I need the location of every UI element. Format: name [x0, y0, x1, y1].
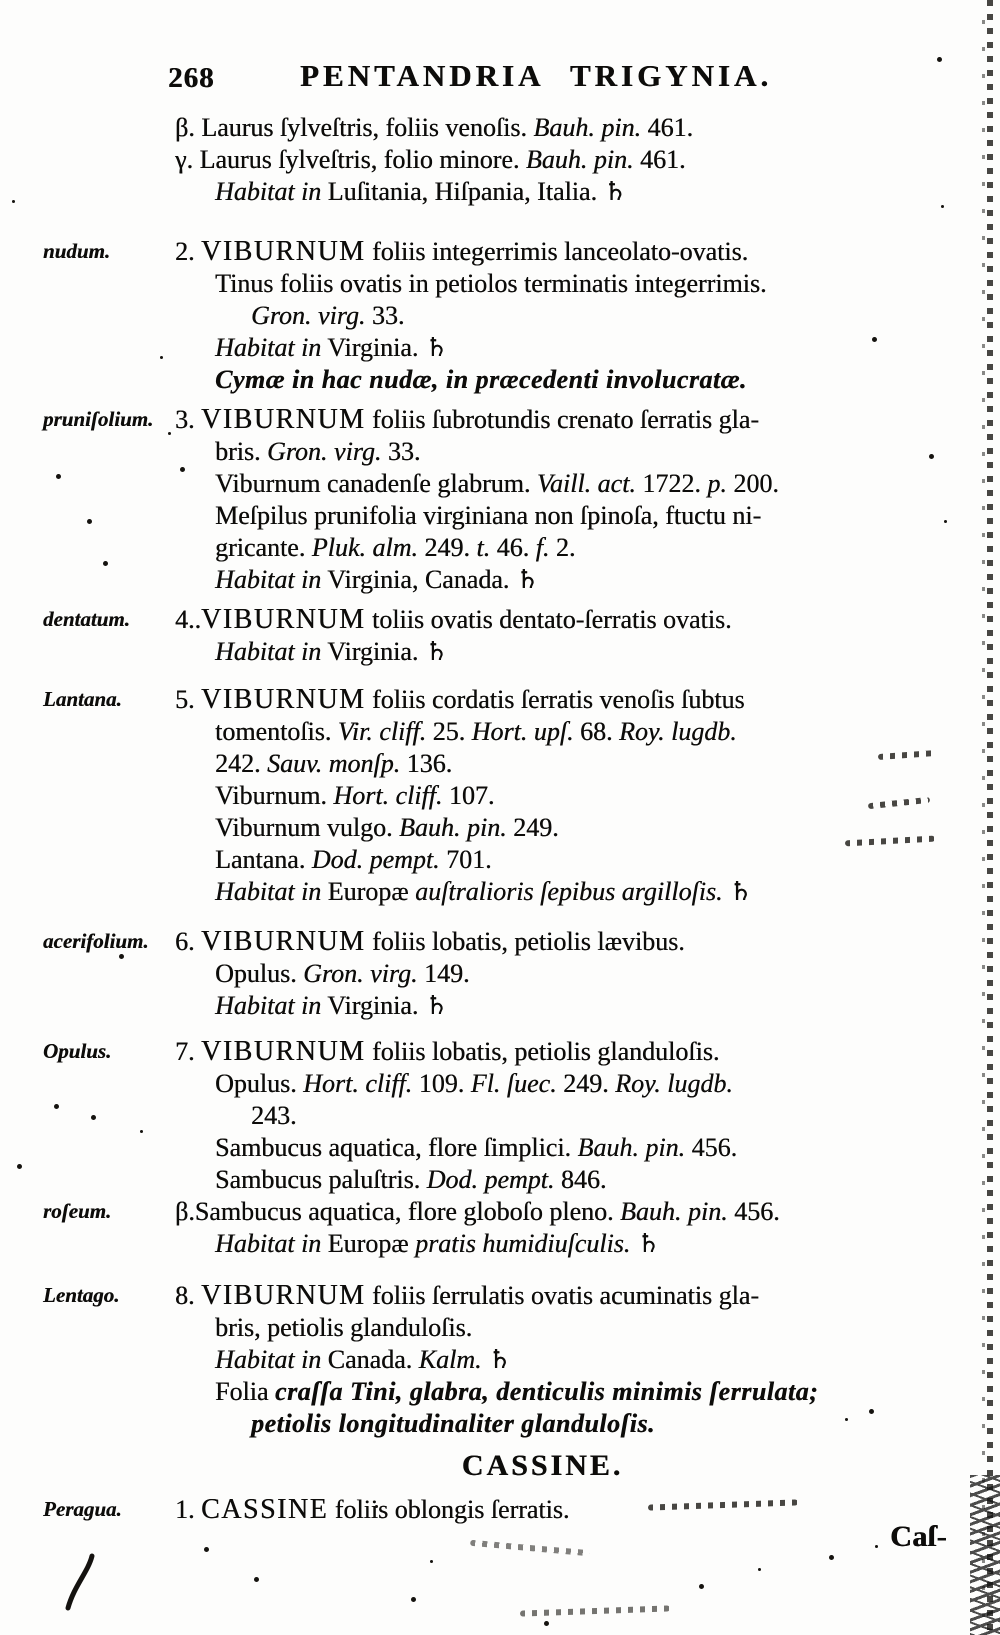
text-line: gricante. Pluk. alm. 249. t. 46. f. 2.	[215, 533, 576, 562]
text-line: Cymæ in hac nudæ, in præcedenti involucratæ.	[215, 365, 747, 394]
entry-viburnum-opulus	[43, 1036, 950, 1196]
text-line: Sambucus paluſtris. Dod. pempt. 846.	[215, 1165, 607, 1194]
text-line: Viburnum vulgo. Bauh. pin. 249.	[215, 813, 559, 842]
margin-species-label: pruniſolium.	[43, 407, 154, 431]
genus-heading-text: CASSINE.	[461, 1449, 624, 1482]
genus-heading-cassine-heading	[175, 1444, 950, 1488]
text-line: Opulus. Hort. cliff. 109. Fl. ſuec. 249. Roy. lugdb.	[215, 1069, 733, 1098]
entry-viburnum-lentago	[43, 1280, 950, 1440]
margin-species-label: nudum.	[43, 239, 111, 263]
text-line: 1. CASSINE foliis oblongis ſerratis.	[175, 1494, 570, 1525]
text-line: Viburnum canadenſe glabrum. Vaill. act. 1722. p. 200.	[215, 469, 779, 498]
entry-cassine-peragua	[43, 1494, 950, 1526]
text-line: 8. VIBURNUM foliis ſerrulatis ovatis acuminatis gla-	[175, 1280, 759, 1311]
entry-viburnum-dentatum	[43, 604, 950, 668]
text-line: 5. VIBURNUM foliis cordatis ſerratis venoſis ſubtus	[175, 684, 745, 715]
text-line: Habitat in Virginia, Canada. ♄	[215, 565, 540, 594]
text-line: Habitat in Luſitania, Hiſpania, Italia. ♄	[215, 177, 627, 206]
text-line: Habitat in Virginia. ♄	[215, 637, 449, 666]
text-line: 6. VIBURNUM foliis lobatis, petiolis lævibus.	[175, 926, 685, 957]
margin-species-label: dentatum.	[43, 607, 130, 631]
margin-species-label: Opulus.	[43, 1039, 112, 1063]
text-line: Gron. virg. 33.	[251, 301, 405, 330]
scan-corner-noise	[970, 1475, 1000, 1635]
text-line: bris. Gron. virg. 33.	[215, 437, 421, 466]
text-line: Sambucus aquatica, flore ſimplici. Bauh. pin. 456.	[215, 1133, 738, 1162]
text-line: 7. VIBURNUM foliis lobatis, petiolis glanduloſis.	[175, 1036, 720, 1067]
text-line: β. Laurus ſylveſtris, foliis venoſis. Bauh. pin. 461.	[175, 113, 694, 142]
ink-smudge	[520, 1605, 670, 1616]
scan-edge-noise-2	[982, 20, 985, 1620]
margin-species-label: Lantana.	[43, 687, 122, 711]
text-line: bris, petiolis glanduloſis.	[215, 1313, 473, 1342]
entry-viburnum-roseum	[43, 1196, 950, 1260]
margin-species-label: roſeum.	[43, 1199, 112, 1223]
text-line: petiolis longitudinaliter glanduloſis.	[251, 1409, 656, 1438]
text-line: Habitat in Europæ auſtralioris ſepibus argilloſis. ♄	[215, 877, 753, 906]
page-number: 268	[168, 62, 215, 94]
text-line: 242. Sauv. monſp. 136.	[215, 749, 453, 778]
margin-species-label: Lentago.	[43, 1283, 120, 1307]
entry-viburnum-nudum	[43, 236, 950, 396]
text-line: Habitat in Virginia. ♄	[215, 991, 449, 1020]
text-line: Folia craſſa Tini, glabra, denticulis minimis ſerrulata;	[215, 1377, 819, 1406]
text-line: 2. VIBURNUM foliis integerrimis lanceolato-ovatis.	[175, 236, 749, 267]
scan-edge-noise	[987, 0, 993, 1635]
text-line: β.Sambucus aquatica, flore globoſo pleno. Bauh. pin. 456.	[175, 1197, 780, 1226]
running-title: PENTANDRIA TRIGYNIA.	[300, 58, 773, 93]
text-line: 243.	[251, 1101, 297, 1130]
text-line: Habitat in Europæ pratis humidiuſculis. ♄	[215, 1229, 661, 1258]
text-line: Viburnum. Hort. cliff. 107.	[215, 781, 495, 810]
entry-viburnum-lantana	[43, 684, 950, 908]
text-line: Meſpilus prunifolia virginiana non ſpinoſa, ftuctu ni-	[215, 501, 762, 530]
entry-viburnum-prunifolium	[43, 404, 950, 596]
entry-viburnum-acerifolium	[43, 926, 950, 1022]
text-line: Habitat in Virginia. ♄	[215, 333, 449, 362]
text-line: 3. VIBURNUM foliis ſubrotundis crenato ſerratis gla-	[175, 404, 759, 435]
text-line: Lantana. Dod. pempt. 701.	[215, 845, 492, 874]
scan-specks	[0, 0, 3, 3]
text-line: γ. Laurus ſylveſtris, folio minore. Bauh. pin. 461.	[175, 145, 686, 174]
ink-smudge	[470, 1540, 590, 1556]
page-text-block	[43, 112, 950, 1526]
text-line: Opulus. Gron. virg. 149.	[215, 959, 470, 988]
margin-species-label: acerifolium.	[43, 929, 149, 953]
catchword: Caſ-	[890, 1520, 947, 1553]
entry-laurus-varieties	[175, 112, 950, 208]
text-line: tomentoſis. Vir. cliff. 25. Hort. upſ. 68. Roy. lugdb.	[215, 717, 737, 746]
margin-species-label: Peragua.	[43, 1497, 122, 1521]
text-line: Tinus foliis ovatis in petiolos terminatis integerrimis.	[215, 269, 767, 298]
text-line: Habitat in Canada. Kalm. ♄	[215, 1345, 512, 1374]
stray-ink-mark	[62, 1552, 102, 1632]
text-line: 4..VIBURNUM toliis ovatis dentato-ſerratis ovatis.	[175, 604, 732, 635]
